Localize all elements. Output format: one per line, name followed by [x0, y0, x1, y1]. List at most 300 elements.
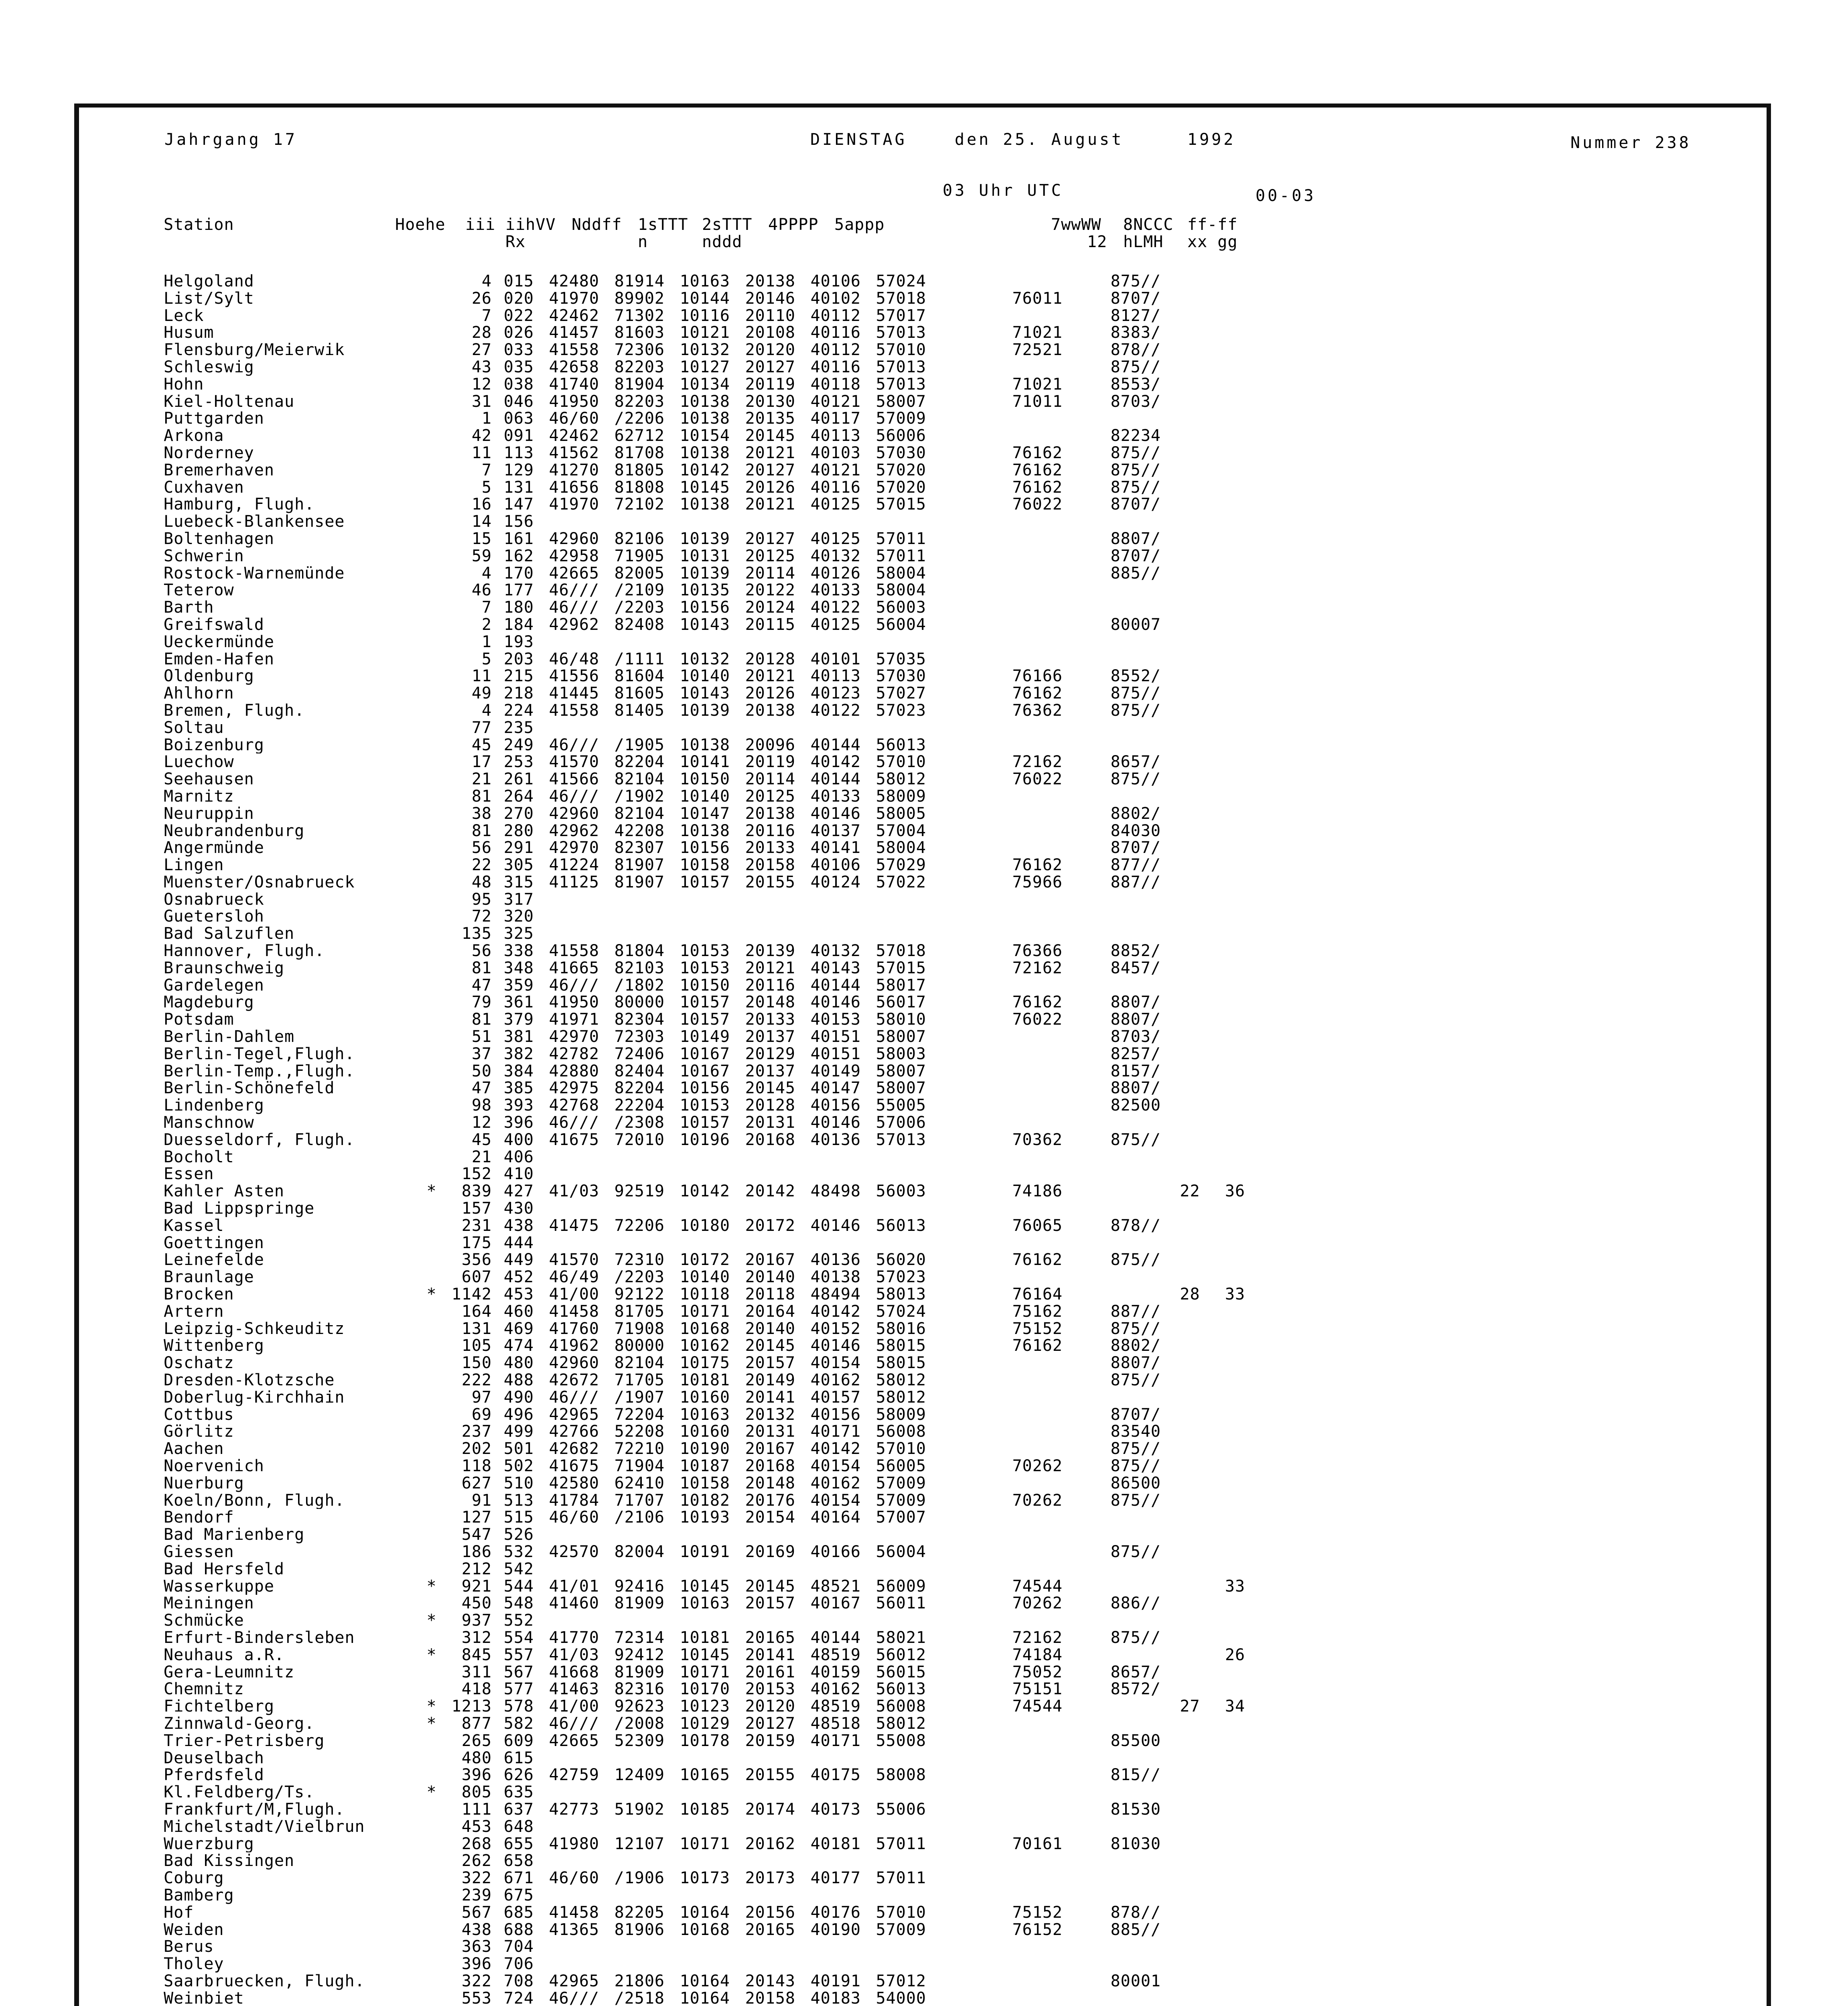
table-row — [164, 839, 1251, 857]
gust-ff — [1161, 1835, 1219, 1853]
group-5appp: 57010 — [876, 1904, 926, 1921]
elevation: 118 — [461, 1457, 492, 1475]
jahrgang-label: Jahrgang 17 — [164, 130, 297, 149]
station-id: 460 — [503, 1303, 534, 1320]
table-row — [164, 1715, 1251, 1732]
group-5appp: 58007 — [876, 1028, 926, 1046]
group-nddff — [599, 1887, 665, 1904]
group-2sttt: 20133 — [745, 1011, 795, 1029]
station-id: 449 — [503, 1251, 534, 1269]
group-8nccc: 875// — [1110, 1629, 1161, 1647]
station-id: 515 — [503, 1509, 534, 1527]
group-nddff: 71707 — [614, 1492, 665, 1509]
table-row — [164, 376, 1251, 393]
group-2sttt: 20127 — [745, 1715, 795, 1732]
table-row — [164, 668, 1251, 685]
group-nddff: 52208 — [614, 1423, 665, 1441]
elevation: 1213 — [451, 1698, 492, 1715]
group-1sttt — [665, 891, 730, 908]
station-name: Gardelegen — [164, 977, 264, 994]
mountain-marker — [416, 1406, 448, 1423]
group-5appp — [861, 891, 926, 908]
group-iihvv: 46/60 — [549, 410, 599, 428]
group-7wwww: 76162 — [1012, 444, 1063, 462]
group-1sttt: 10156 — [680, 839, 730, 857]
group-1sttt: 10138 — [680, 444, 730, 462]
mountain-marker — [416, 1801, 448, 1818]
group-2sttt — [730, 891, 795, 908]
group-5appp: 56006 — [876, 427, 926, 445]
group-2sttt — [730, 719, 795, 737]
group-8nccc: 885// — [1110, 1921, 1161, 1939]
table-row — [164, 1303, 1251, 1320]
group-1sttt — [665, 1200, 730, 1217]
elevation: 45 — [471, 736, 492, 754]
station-id: 325 — [503, 925, 534, 943]
group-1sttt — [665, 1165, 730, 1183]
group-nddff: 72010 — [614, 1131, 665, 1149]
group-7wwww — [1006, 1526, 1063, 1543]
elevation: 56 — [471, 942, 492, 960]
group-1sttt — [665, 633, 730, 651]
station-id: 046 — [503, 393, 534, 410]
group-7wwww: 74544 — [1012, 1698, 1063, 1715]
mountain-marker — [416, 616, 448, 633]
group-5appp — [861, 1165, 926, 1183]
gust-gg — [1219, 942, 1251, 960]
table-row — [164, 771, 1251, 788]
gust-ff — [1161, 839, 1219, 857]
group-8nccc: 875// — [1110, 358, 1161, 376]
group-iihvv: 42480 — [549, 273, 599, 290]
mountain-marker — [416, 1251, 448, 1269]
station-name: Bad Lippspringe — [164, 1200, 315, 1217]
group-nddff: 82004 — [614, 1543, 665, 1561]
elevation: 7 — [481, 307, 492, 325]
mountain-marker — [416, 530, 448, 548]
group-nddff: 81914 — [614, 273, 665, 290]
station-name: Berus — [164, 1938, 214, 1956]
elevation: 322 — [461, 1972, 492, 1990]
station-name: Lindenberg — [164, 1097, 264, 1115]
group-1sttt: 10164 — [680, 1972, 730, 1990]
group-1sttt: 10167 — [680, 1062, 730, 1080]
group-4pppp — [795, 908, 861, 925]
table-row — [164, 805, 1251, 822]
gust-gg — [1219, 1818, 1251, 1835]
station-name: Koeln/Bonn, Flugh. — [164, 1492, 345, 1509]
group-4pppp: 40126 — [810, 564, 861, 582]
mountain-marker — [416, 1818, 448, 1835]
group-7wwww — [1006, 1955, 1063, 1973]
group-8nccc: 875// — [1110, 1457, 1161, 1475]
group-7wwww — [1006, 1063, 1063, 1080]
station-id: 648 — [503, 1818, 534, 1835]
group-5appp — [861, 908, 926, 925]
gust-ff — [1161, 1320, 1219, 1338]
group-nddff: /2308 — [614, 1114, 665, 1131]
group-iihvv: 41675 — [549, 1131, 599, 1149]
gust-gg — [1219, 530, 1251, 548]
station-id: 361 — [503, 994, 534, 1011]
gust-ff — [1161, 1990, 1219, 2006]
group-4pppp: 40154 — [810, 1492, 861, 1509]
gust-gg — [1219, 548, 1251, 565]
station-id: 224 — [503, 702, 534, 719]
gust-gg — [1219, 290, 1251, 307]
table-row — [164, 1131, 1251, 1149]
group-7wwww — [1006, 1389, 1063, 1406]
mountain-marker — [416, 1165, 448, 1183]
group-7wwww: 76162 — [1012, 1251, 1063, 1269]
gust-gg — [1219, 1320, 1251, 1338]
group-7wwww — [1006, 1406, 1063, 1423]
group-iihvv: 46/// — [549, 582, 599, 599]
column-gap — [926, 1097, 1006, 1114]
mountain-marker: * — [426, 1578, 437, 1595]
gust-ff — [1161, 1681, 1219, 1698]
group-2sttt: 20125 — [745, 788, 795, 805]
table-row — [164, 1732, 1251, 1750]
gust-gg — [1219, 1337, 1251, 1354]
gust-ff — [1161, 1492, 1219, 1509]
group-7wwww: 74186 — [1012, 1183, 1063, 1200]
elevation: 5 — [481, 479, 492, 496]
group-4pppp: 40167 — [810, 1595, 861, 1612]
group-8nccc — [1063, 1526, 1161, 1543]
group-1sttt: 10157 — [680, 873, 730, 891]
group-8nccc — [1063, 1165, 1161, 1183]
group-1sttt — [665, 925, 730, 942]
group-2sttt: 20130 — [745, 393, 795, 410]
group-1sttt: 10140 — [680, 668, 730, 685]
group-8nccc — [1063, 1990, 1161, 2006]
group-2sttt: 20131 — [745, 1423, 795, 1441]
group-iihvv: 42962 — [549, 616, 599, 633]
group-1sttt: 10164 — [680, 1990, 730, 2006]
gust-ff — [1161, 1440, 1219, 1458]
elevation: 111 — [461, 1801, 492, 1818]
elevation: 418 — [461, 1681, 492, 1698]
group-7wwww: 76164 — [1012, 1286, 1063, 1303]
station-id: 552 — [503, 1612, 534, 1629]
group-7wwww — [1006, 1990, 1063, 2006]
group-7wwww: 72162 — [1012, 1629, 1063, 1647]
group-8nccc — [1063, 582, 1161, 599]
gust-ff — [1161, 1955, 1219, 1973]
group-5appp: 58012 — [876, 1372, 926, 1389]
group-4pppp: 40103 — [810, 444, 861, 462]
column-gap — [926, 1286, 1006, 1303]
group-4pppp — [795, 891, 861, 908]
station-id: 385 — [503, 1080, 534, 1097]
group-1sttt: 10139 — [680, 564, 730, 582]
elevation: 607 — [461, 1269, 492, 1286]
group-1sttt: 10191 — [680, 1543, 730, 1561]
group-7wwww: 72521 — [1012, 341, 1063, 359]
group-5appp: 57013 — [876, 324, 926, 342]
group-4pppp: 40142 — [810, 753, 861, 771]
group-4pppp: 40132 — [810, 547, 861, 565]
gust-gg — [1219, 994, 1251, 1011]
station-name: Berlin-Schönefeld — [164, 1080, 335, 1097]
station-id: 033 — [503, 341, 534, 359]
group-iihvv — [534, 1561, 599, 1578]
group-iihvv: 41970 — [549, 290, 599, 307]
group-7wwww: 76162 — [1012, 461, 1063, 479]
table-row — [164, 1234, 1251, 1252]
elevation: 363 — [461, 1938, 492, 1956]
group-5appp: 57011 — [876, 1835, 926, 1853]
gust-gg — [1219, 1715, 1251, 1732]
elevation: 81 — [471, 959, 492, 977]
group-2sttt: 20126 — [745, 479, 795, 496]
station-name: Cuxhaven — [164, 479, 244, 496]
elevation: 97 — [471, 1389, 492, 1406]
elevation: 81 — [471, 1011, 492, 1029]
mountain-marker — [416, 1990, 448, 2006]
gust-ff — [1161, 479, 1219, 496]
group-iihvv: 42665 — [549, 564, 599, 582]
station-id: 637 — [503, 1801, 534, 1818]
group-7wwww — [1006, 1509, 1063, 1526]
group-nddff: 82203 — [614, 358, 665, 376]
group-1sttt — [665, 1938, 730, 1955]
group-2sttt — [730, 908, 795, 925]
gust-ff — [1161, 737, 1219, 754]
group-iihvv: 41740 — [549, 376, 599, 393]
group-5appp: 58004 — [876, 582, 926, 599]
table-row — [164, 565, 1251, 582]
group-1sttt — [665, 719, 730, 737]
group-2sttt: 20158 — [745, 1990, 795, 2006]
column-gap — [926, 307, 1006, 325]
station-id: 156 — [503, 513, 534, 530]
group-nddff — [599, 1200, 665, 1217]
gust-gg — [1219, 1990, 1251, 2006]
group-5appp: 57022 — [876, 873, 926, 891]
gust-gg — [1219, 753, 1251, 771]
group-8nccc: 875// — [1110, 1492, 1161, 1509]
station-id: 438 — [503, 1217, 534, 1234]
table-row — [164, 1664, 1251, 1681]
col-iihvv-sub: Rx — [505, 233, 526, 251]
elevation: 921 — [461, 1578, 492, 1595]
group-1sttt: 10144 — [680, 290, 730, 307]
group-8nccc: 8802/ — [1110, 1337, 1161, 1355]
group-2sttt: 20121 — [745, 444, 795, 462]
elevation: 4 — [481, 702, 492, 719]
table-row — [164, 651, 1251, 668]
group-5appp: 56004 — [876, 1543, 926, 1561]
group-nddff: /2106 — [614, 1509, 665, 1527]
column-gap — [926, 839, 1006, 857]
column-gap — [926, 582, 1006, 599]
group-4pppp: 40151 — [810, 1028, 861, 1046]
gust-ff — [1161, 1149, 1219, 1166]
group-5appp: 58015 — [876, 1354, 926, 1372]
column-gap — [926, 1801, 1006, 1818]
group-4pppp: 40166 — [810, 1543, 861, 1561]
station-id: 427 — [503, 1183, 534, 1200]
gust-gg — [1219, 1870, 1251, 1887]
col-ff-sub: xx gg — [1187, 233, 1238, 251]
group-nddff: 82104 — [614, 805, 665, 822]
group-2sttt: 20121 — [745, 496, 795, 514]
mountain-marker — [416, 1543, 448, 1561]
group-iihvv: 41224 — [549, 857, 599, 874]
group-nddff: 82304 — [614, 1011, 665, 1029]
table-row — [164, 1028, 1251, 1046]
group-2sttt: 20161 — [745, 1663, 795, 1681]
group-1sttt: 10153 — [680, 959, 730, 977]
group-1sttt: 10158 — [680, 857, 730, 874]
elevation: 7 — [481, 461, 492, 479]
table-row — [164, 994, 1251, 1011]
group-5appp: 57011 — [876, 547, 926, 565]
group-8nccc — [1063, 599, 1161, 616]
table-row — [164, 548, 1251, 565]
group-2sttt — [730, 1852, 795, 1870]
group-5appp: 58021 — [876, 1629, 926, 1647]
group-5appp — [861, 1234, 926, 1252]
station-id: 453 — [503, 1286, 534, 1303]
group-nddff: 92416 — [614, 1578, 665, 1595]
station-name: Rostock-Warnemünde — [164, 564, 345, 582]
table-row — [164, 891, 1251, 908]
group-iihvv: 42570 — [549, 1543, 599, 1561]
column-gap — [926, 324, 1006, 341]
elevation: 805 — [461, 1784, 492, 1801]
table-row — [164, 462, 1251, 479]
group-iihvv: 46/49 — [549, 1269, 599, 1286]
group-5appp: 57030 — [876, 668, 926, 685]
table-row — [164, 427, 1251, 445]
gust-gg — [1219, 1526, 1251, 1543]
group-4pppp: 48519 — [810, 1646, 861, 1664]
col-iihvv: iihVV — [505, 215, 556, 234]
group-5appp — [861, 1750, 926, 1767]
group-4pppp: 40152 — [810, 1320, 861, 1338]
gust-ff — [1161, 1046, 1219, 1063]
group-2sttt: 20169 — [745, 1543, 795, 1561]
group-2sttt: 20164 — [745, 1303, 795, 1320]
table-row — [164, 1904, 1251, 1921]
frame-top-border — [74, 104, 1771, 108]
station-name: Wittenberg — [164, 1337, 264, 1355]
table-row — [164, 1784, 1251, 1801]
group-1sttt: 10160 — [680, 1389, 730, 1406]
group-4pppp: 48521 — [810, 1578, 861, 1595]
group-8nccc: 85500 — [1110, 1732, 1161, 1750]
column-gap — [926, 1835, 1006, 1853]
station-name: Bad Marienberg — [164, 1526, 305, 1543]
mountain-marker — [416, 771, 448, 788]
group-iihvv: 41675 — [549, 1457, 599, 1475]
mountain-marker — [416, 1629, 448, 1647]
table-row — [164, 1183, 1251, 1200]
group-7wwww: 70262 — [1012, 1457, 1063, 1475]
col-1sttt: 1sTTT — [638, 215, 688, 234]
table-row — [164, 1389, 1251, 1406]
group-4pppp: 40154 — [810, 1354, 861, 1372]
group-7wwww — [1006, 548, 1063, 565]
gust-ff — [1161, 393, 1219, 410]
gust-gg — [1219, 685, 1251, 702]
group-4pppp — [795, 719, 861, 737]
gust-ff — [1161, 1114, 1219, 1131]
station-id: 193 — [503, 633, 534, 651]
gust-ff — [1161, 1938, 1219, 1955]
column-gap — [926, 1561, 1006, 1578]
table-row — [164, 822, 1251, 840]
elevation: 43 — [471, 358, 492, 376]
group-iihvv — [534, 1955, 599, 1973]
mountain-marker: * — [426, 1715, 437, 1732]
gust-gg — [1219, 410, 1251, 427]
group-2sttt: 20142 — [745, 1183, 795, 1200]
group-8nccc: 875// — [1110, 1372, 1161, 1389]
gust-gg — [1219, 616, 1251, 633]
group-1sttt: 10145 — [680, 1646, 730, 1664]
station-name: Luebeck-Blankensee — [164, 513, 345, 530]
group-2sttt: 20114 — [745, 771, 795, 788]
group-7wwww — [1006, 1372, 1063, 1389]
gust-ff — [1161, 1887, 1219, 1904]
group-4pppp: 40101 — [810, 650, 861, 668]
station-id: 015 — [503, 273, 534, 290]
group-7wwww — [1006, 1046, 1063, 1063]
group-8nccc — [1063, 1200, 1161, 1217]
group-4pppp — [795, 1526, 861, 1543]
station-name: Meiningen — [164, 1595, 254, 1612]
station-id: 147 — [503, 496, 534, 514]
group-nddff: 82408 — [614, 616, 665, 633]
group-8nccc — [1063, 1578, 1161, 1595]
group-1sttt: 10172 — [680, 1251, 730, 1269]
gust-ff — [1161, 1852, 1219, 1870]
group-2sttt — [730, 1149, 795, 1166]
group-2sttt: 20155 — [745, 873, 795, 891]
table-row — [164, 1269, 1251, 1286]
station-id: 675 — [503, 1886, 534, 1904]
group-2sttt: 20116 — [745, 822, 795, 840]
gust-gg: 34 — [1225, 1698, 1246, 1715]
column-gap — [926, 1149, 1006, 1166]
column-gap — [926, 1887, 1006, 1904]
group-1sttt: 10158 — [680, 1474, 730, 1492]
group-nddff: 71705 — [614, 1372, 665, 1389]
column-gap — [926, 273, 1006, 290]
group-8nccc — [1063, 633, 1161, 651]
group-4pppp — [795, 1818, 861, 1835]
issue-number: Nummer 238 — [1570, 134, 1691, 152]
column-gap — [926, 771, 1006, 788]
column-gap — [926, 1011, 1006, 1028]
table-row — [164, 1200, 1251, 1217]
group-4pppp: 40157 — [810, 1389, 861, 1406]
column-gap — [926, 651, 1006, 668]
group-5appp: 57011 — [876, 530, 926, 548]
group-2sttt: 20172 — [745, 1217, 795, 1234]
gust-gg — [1219, 324, 1251, 341]
group-1sttt — [665, 1750, 730, 1767]
group-nddff: 81907 — [614, 873, 665, 891]
station-id: 582 — [503, 1715, 534, 1732]
table-row — [164, 1286, 1251, 1303]
group-5appp: 55005 — [876, 1097, 926, 1115]
gust-gg — [1219, 1028, 1251, 1046]
